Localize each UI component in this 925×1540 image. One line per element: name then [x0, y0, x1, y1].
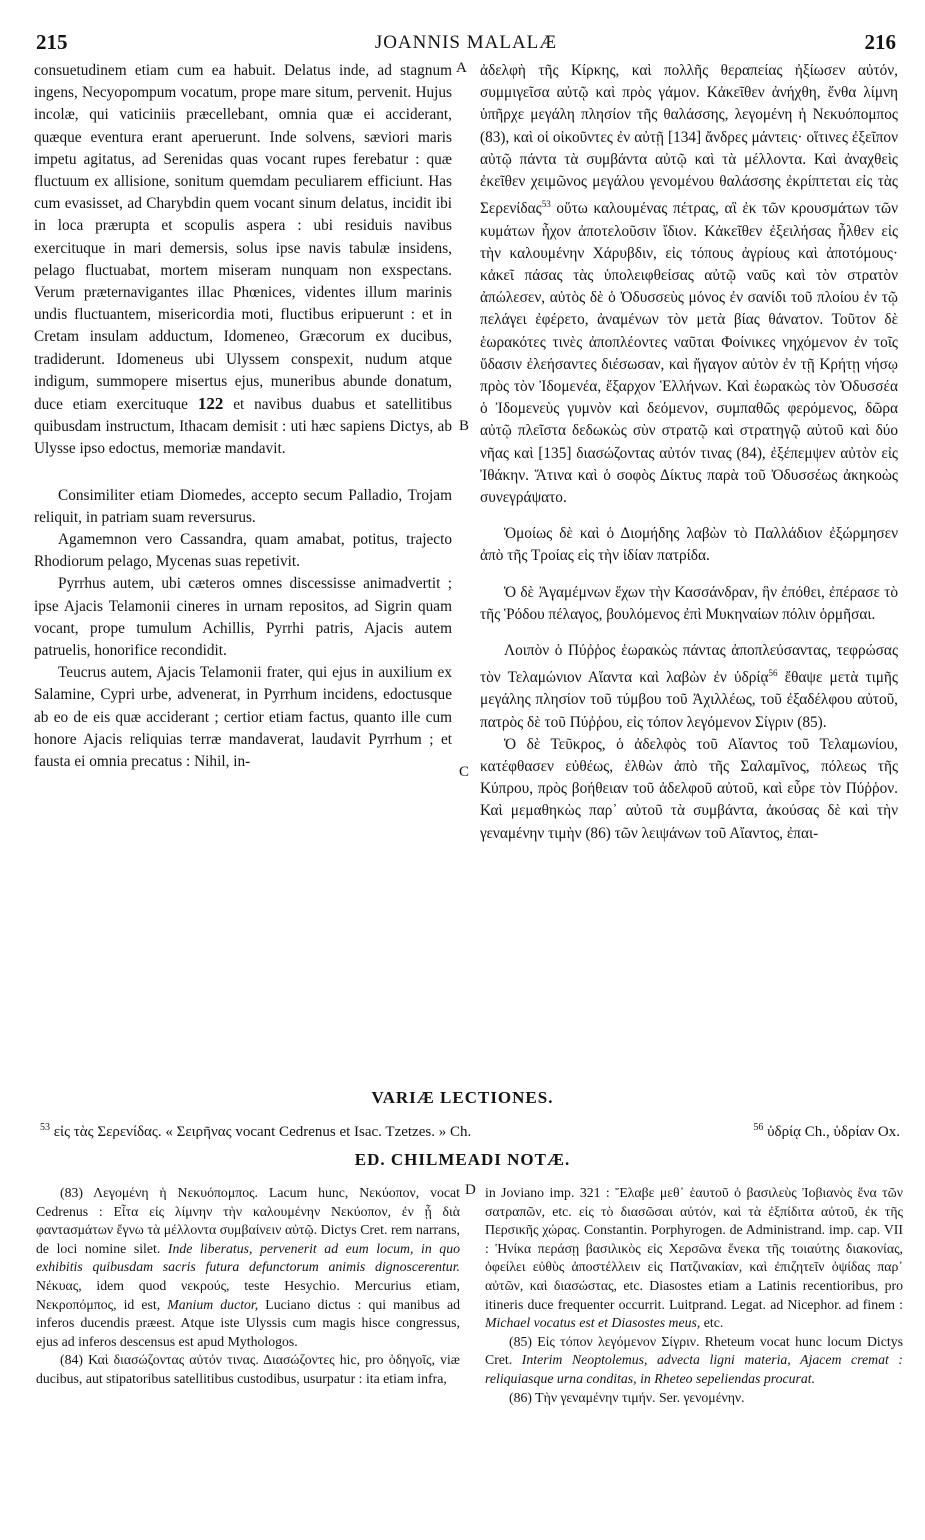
note-ref-53: 53 — [541, 199, 551, 210]
column-marker: 122 — [197, 394, 224, 414]
notes-right-column — [485, 1184, 903, 1407]
right-page-number: 216 — [864, 30, 896, 54]
margin-letter-b: B — [459, 418, 470, 434]
margin-letter-a: A — [456, 60, 467, 76]
latin-column — [34, 60, 452, 773]
note-85: (85) Εἰς τόπον λεγόμενον Σίγριν. Rheteum vocat hunc locum Dictys Cret. Interim Neoptolemus, advecta ligni materia, Ajacem cremat : reliquiasque urna conditas, in Rheteo sepeliendas procurat. — [485, 1333, 903, 1386]
note-86: (86) Τὴν γεναμένην τιμήν. Ser. γενομένην. — [509, 1389, 745, 1405]
note-84-continued: in Joviano imp. 321 : Ἔλαβε μεθ᾽ ἑαυτοῦ ὁ βασιλεὺς Ἰοβιανὸς ἕνα τῶν σατραπῶν, etc. εἰς τὸ διασῶσαι αὐτόν, καὶ τὰ ἐξπίδιτα αὐτοῦ, ἐκ τῆς Περσικῆς χώρας. Constantin. Porphyrogen. de Administrand. imp. cap. VII : Ἡνίκα περάσῃ βασιλικὸς εἰς Χερσῶνα ἕνεκα τῆς τοιαύτης διακονίας, ὀφείλει εὐθὺς ἀποστέλλειν εἰς Πατζινακίαν, καὶ ἐπιζητεῖν ὀψίδας παρ᾽ αὐτῶν, καὶ διασώστας, etc. Diasostes etiam a Latinis recentioribus, pro itineris duce frequenter occurrit. Luitprand. Legat. ad Nicephor. ad finem : Michael vocatus est et Diasostes meus, etc. — [485, 1185, 903, 1331]
note-83: (83) Λεγομένη ἡ Νεκυόπομπος. Lacum hunc, Νεκύοπον, vocat Cedrenus : Εἶτα εἰς λίμνην τὴν καλουμένην Νεκύοπον, ἐν ᾗ διὰ φαντασμάτων ἔγνω τὰ μέλλοντα συμβαίνειν αὐτῷ. Dictys Cret. rem narrans, de loci nomine silet. Inde liberatus, pervenerit ad eum locum, in quo exhibitis quibusdam sacris futura defunctorum animis dignoscerentur. Νέκυας, idem quod νεκρούς, teste Hesychio. Mercurius etiam, Νεκροπόμπος, id est, Manium ductor, Luciano dictus : qui manibus ad inferos ducendis præest. Atque iste Ulyssis cum magis hisce congressus, ejus ad inferos descensus est apud Mythologos. — [36, 1185, 460, 1349]
running-header — [36, 30, 896, 58]
greek-paragraph: ἀδελφὴ τῆς Κίρκης, καὶ πολλῆς θεραπείας ἠξίωσεν αὐτόν, συμμιγεῖσα αὐτῷ καὶ πρὸς γάμον. Κἀκεῖθεν ἀνήχθη, ἔνθα λίμνη ὑπῆρχε μεγάλη πλησίον τῆς θαλάσσης, λεγομένη ἡ Νεκυόπομπος (83), καὶ οἱ οἰκοῦντες ἐν αὐτῇ [134] ἄνδρες μάντεις· οἵτινες ἐξεῖπον αὐτῷ πάντα τὰ συμβάντα αὐτῷ καὶ τὰ μέλλοντα. Καὶ ἀναχθεὶς ἐκεῖθεν χειμῶνος μεγάλου γενομένου θαλάσσης ἐκρίπτεται εἰς τὰς Σερενίδας$^{53}$ οὕτω καλουμένας πέτρας, αἳ ἐκ τῶν κρουσμάτων τῶν κυμάτων ἦχον ἀποτελοῦσιν ἴδιον. Κἀκεῖθεν ἐξειλήσας ἦλθεν εἰς τὴν καλουμένην Χάρυβδιν, εἰς τόπους ἀγρίους καὶ ἀποτόμους· κἀκεῖ πάσας τὰς ὑπολειφθείσας αὐτῷ ναῦς καὶ τὸν στρατὸν ἀπώλεσεν, αὐτὸς δὲ ὁ Ὀδυσσεὺς μόνος ἐν σανίδι τοῦ πλοίου ἐν τῷ πελάγει ἐφέρετο, ἀναμένων τὸν μετὰ βίας θάνατον. Τοῦτον δὲ ἑωρακότες τινὲς ἀποπλέοντες ναῦται Φοίνικες νηχόμενον ἐν τοῖς ὕδασιν ἐλεήσαντες διέσωσαν, καὶ ἤγαγον αὐτὸν ἐν τῇ Κρήτῃ νήσῳ πρὸς τὸν Ἰδομενέα, ἔξαρχον Ἑλλήνων. Καὶ ἑωρακὼς τὸν Ὀδυσσέα ὁ Ἰδομενεὺς γυμνὸν καὶ δεόμενον, συμπαθῶς φερόμενος, δῶρα αὐτῷ πλεῖστα δεδωκὼς σὺν στρατῷ καὶ στρατηγῷ αὐτοῦ καὶ δύο νῆας καὶ [135] διασώζοντας αὐτόν τινας (84), ἐξέπεμψεν αὐτὸν εἰς Ἰθάκην. Ἅτινα καὶ ὁ σοφὸς Δίκτυς παρὰ τοῦ Ὀδυσσέως ἀκηκοὼς συνεγράψατο. — [480, 62, 898, 506]
latin-paragraph: Consimiliter etiam Diomedes, accepto secum Palladio, Trojam reliquit, in patriam suam reversurus. — [34, 486, 452, 526]
greek-column — [480, 60, 898, 845]
variae-readings — [40, 1118, 900, 1142]
margin-letter-c: C — [459, 764, 470, 780]
greek-paragraph: Ὁ δὲ Τεῦκρος, ὁ ἀδελφὸς τοῦ Αἴαντος τοῦ Τελαμωνίου, κατέφθασεν εὐθέως, ἐλθὼν ἀπὸ τῆς Σαλαμῖνος, πόλεως τῆς Κύπρου, πρὸς βοήθειαν τοῦ ἀδελφοῦ αὐτοῦ, καὶ εὗρε τὸν Πύῤῥον. Καὶ μεμαθηκὼς παρ᾽ αὐτοῦ τὰ συμβάντα, ἀκούσας δὲ καὶ τὴν γεναμένην τιμὴν (86) τῶν λειψάνων τοῦ Αἴαντος, ἐπαι- — [480, 735, 898, 842]
left-page-number: 215 — [36, 30, 68, 54]
variant-56: $^{56}$ ὑδρίᾳ Ch., ὑδρίαν Ox. — [753, 1122, 900, 1140]
note-84: (84) Καὶ διασώζοντας αὐτόν τινας. Διασώζοντες hic, pro ὁδηγοῖς, viæ ducibus, aut stipatoribus satellitibus custodibus, usurpatur : ita etiam infra, — [36, 1352, 460, 1386]
note-ref-56: 56 — [768, 668, 778, 679]
latin-paragraph: Pyrrhus autem, ubi cæteros omnes discessisse animadvertit ; ipse Ajacis Telamonii cineres in urnam repositos, ad Sigrin quam vocant, prope tumulum Achillis, Pyrrhi patris, Ajacis autem patruelis, honorifice recondidit. — [34, 575, 452, 660]
variant-53: $^{53}$ εἰς τὰς Σερενίδας. « Σειρῆνας vocant Cedrenus et Isac. Tzetzes. » Ch. — [40, 1122, 472, 1140]
greek-paragraph: Ὁμοίως δὲ καὶ ὁ Διομήδης λαβὼν τὸ Παλλάδιον ἐξώρμησεν ἀπὸ τῆς Τροίας εἰς τὴν ἰδίαν πατρίδα. — [480, 525, 898, 565]
running-title: JOANNIS MALALÆ — [374, 32, 558, 53]
notes-left-column — [36, 1184, 460, 1389]
notes-title: ED. CHILMEADI NOTÆ. — [354, 1150, 571, 1169]
latin-paragraph: consuetudinem etiam cum ea habuit. Delatus inde, ad stagnum ingens, Necyopompum vocatum, prope mare situm, pervenit. Hujus incolæ, qui vaticiniis præcellebant, omnia quæ ei acciderant, quæque eventura erant aperuerunt. Inde solvens, sæviori maris impetu agitatus, ad Serenidas quas vocant rupes ferebatur : quæ fluctuum ex allisione, sonitum quemdam peculiarem efficiunt. Has cum evasisset, ad Charybdin quem vocant sinum delatus, incidit ibi in loca prærupta et scopulis aspera : ubi residuis navibus exercituque in mari demersis, solus ipse navis tabulæ insidens, pelago fluctuabat, mortem miseram nunquam non exspectans. Verum præternavigantes illac Phœnices, videntes illum marinis undis fluctuantem, misericordia moti, fluctibus eripuerunt : et in Cretam insulam adductum, Idomeneo, Græcorum ex ducibus, tradiderunt. Idomeneus ubi Ulyssem conspexit, nudum atque indigum, summopere misertus ejus, muneribus abunde donatum, duce etiam exercituque 122 et navibus duabus et satellitibus quibusdam instructum, Ithacam demisit : uti hæc sapiens Dictys, ab Ulysse ipso edoctus, memoriæ mandavit. — [34, 62, 452, 458]
margin-letter-d: D — [465, 1182, 476, 1198]
latin-paragraph: Teucrus autem, Ajacis Telamonii frater, qui ejus in auxilium ex Salamine, Cypri urbe, advenerat, in Pyrrhum incidens, edoctusque ab eo de eis quæ acciderant ; certior etiam factus, quanto ille cum honore Ajacis reliquias terræ mandaverat, laudavit Pyrrhum ; et fausta ei omnia precatus : Nihil, in- — [34, 664, 452, 771]
variae-title: VARIÆ LECTIONES. — [371, 1088, 554, 1107]
latin-paragraph: Agamemnon vero Cassandra, quam amabat, potitus, trajecto Rhodiorum pelago, Mycenas suas repetivit. — [34, 531, 452, 571]
greek-paragraph: Ὁ δὲ Ἀγαμέμνων ἔχων τὴν Κασσάνδραν, ἣν ἐπόθει, ἐπέρασε τὸ τῆς Ῥόδου πέλαγος, βουλόμενος ἐπὶ Μυκηναίων πόλιν ὁρμῆσαι. — [480, 583, 898, 623]
greek-paragraph: Λοιπὸν ὁ Πύῤῥος ἑωρακὼς πάντας ἀποπλεύσαντας, τεφρώσας τὸν Τελαμώνιον Αἴαντα καὶ λαβὼν ἐν ὑδρίᾳ$^{56}$ ἔθαψε μετὰ τιμῆς μεγάλης πλησίον τοῦ τύμβου τοῦ Ἀχιλλέως, τοῦ ἐξαδέλφου αὐτοῦ, πατρὸς δὲ τοῦ Πύῤῥου, εἰς τόπον λεγόμενον Σίγριν (85). — [480, 641, 898, 731]
